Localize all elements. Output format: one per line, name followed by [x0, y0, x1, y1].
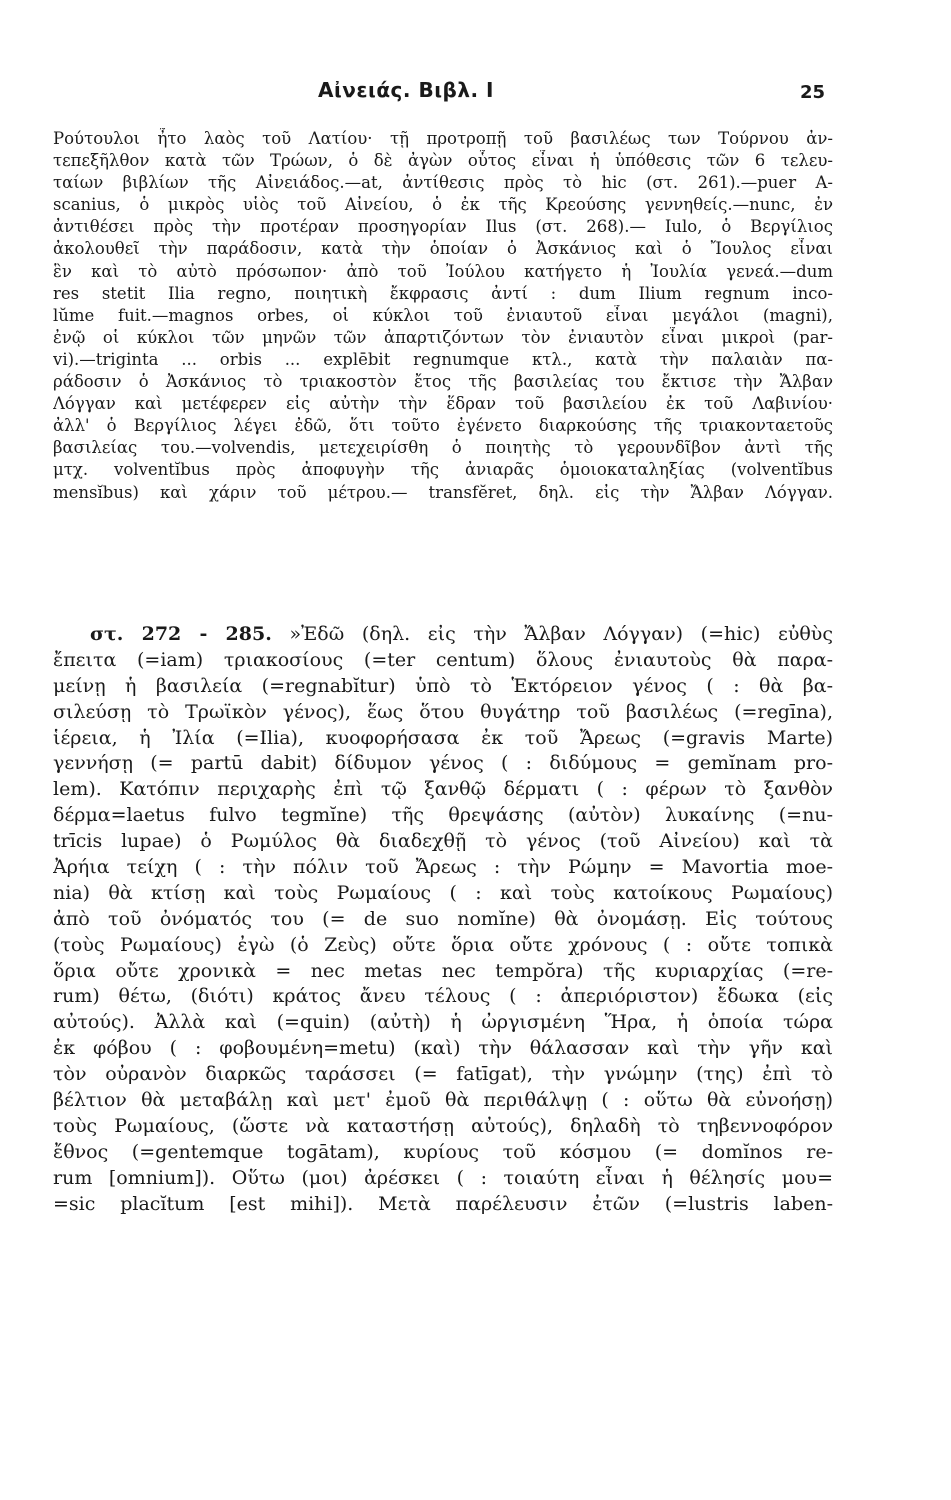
notes-block: [53, 128, 833, 504]
commentary-line: Ἀρήια τείχη ( : τὴν πόλιν τοῦ Ἄρεως : τὴν Ρώμην = Mavortia moe-: [53, 856, 833, 879]
commentary-line: γεννήσῃ (= partū dabit) δίδυμον γένος ( : διδύμους = gemĭnam pro-: [53, 752, 833, 775]
commentary-line: rum) θέτω, (διότι) κράτος ἄνευ τέλους ( : ἀπεριόριστον) ἔδωκα (εἰς: [53, 985, 833, 1008]
commentary-line: τοὺς Ρωμαίους, (ὥστε νὰ καταστήσῃ αὐτούς), δηλαδὴ τὸ τηβεννοφόρον: [53, 1114, 833, 1137]
commentary-line: =sic placĭtum [est mihi]). Μετὰ παρέλευσιν ἐτῶν (=lustris laben-: [53, 1192, 833, 1215]
notes-line: ράδοσιν ὁ Ἀσκάνιος τὸ τριακοστὸν ἔτος τῆς βασιλείας του ἔκτισε τὴν Ἄλβαν: [53, 372, 833, 392]
commentary-line: δέρμα=laetus fulvo tegmĭne) τῆς θρεψάσης (αὐτὸν) λυκαίνης (=nu-: [53, 804, 833, 827]
commentary-line: ἔπειτα (=iam) τριακοσίους (=ter centum) ὅλους ἐνιαυτοὺς θὰ παρα-: [53, 648, 833, 671]
page-number: 25: [800, 82, 826, 103]
commentary-line: lem). Κατόπιν περιχαρὴς ἐπὶ τῷ ξανθῷ δέρματι ( : φέρων τὸ ξανθὸν: [53, 778, 833, 801]
commentary-line: ἱέρεια, ἡ Ἰλία (=Ilia), κυοφορήσασα ἐκ τοῦ Ἄρεως (=gravis Marte): [53, 726, 833, 749]
notes-line: τεπεξῆλθον κατὰ τῶν Τρώων, ὁ δὲ ἀγὼν οὗτος εἶναι ἡ ὑπόθεσις τῶν 6 τελευ-: [53, 151, 833, 171]
notes-line: Λόγγαν καὶ μετέφερεν εἰς αὐτὴν τὴν ἕδραν τοῦ βασιλείου ἐκ τοῦ Λαβινίου·: [53, 394, 833, 414]
notes-line: ἀκολουθεῖ τὴν παράδοσιν, κατὰ τὴν ὁποίαν ὁ Ἀσκάνιος καὶ ὁ Ἴουλος εἶναι: [53, 239, 833, 259]
commentary-line: (τοὺς Ρωμαίους) ἐγὼ (ὁ Ζεὺς) οὔτε ὅρια οὔτε χρόνους ( : οὔτε τοπικὰ: [53, 933, 833, 956]
commentary-line: ἀπὸ τοῦ ὀνόματός του (= de suo nomĭne) θὰ ὀνομάσῃ. Εἰς τούτους: [53, 907, 833, 930]
commentary-line: τὸν οὐρανὸν διαρκῶς ταράσσει (= fatīgat), τὴν γνώμην (της) ἐπὶ τὸ: [53, 1063, 833, 1086]
verse-reference: στ. 272 - 285.: [90, 623, 272, 645]
commentary-line: αὐτούς). Ἀλλὰ καὶ (=quin) (αὐτὴ) ἡ ὠργισμένη Ἥρα, ἡ ὁποία τώρα: [53, 1011, 833, 1034]
notes-line: res stetit Ilia regno, ποιητικὴ ἔκφρασις ἀντί : dum Ilium regnum inco-: [53, 283, 833, 303]
notes-line: ἓν καὶ τὸ αὐτὸ πρόσωπον· ἀπὸ τοῦ Ἰούλου κατήγετο ἡ Ἰουλία γενεά.—dum: [53, 261, 833, 281]
commentary-block: [53, 622, 833, 1217]
commentary-line: βέλτιον θὰ μεταβάλῃ καὶ μετ' ἐμοῦ θὰ περιθάλψῃ ( : οὕτω θὰ εὐνοήσῃ): [53, 1089, 833, 1112]
notes-line: βασιλείας του.—volvendis, μετεχειρίσθη ὁ ποιητὴς τὸ γερουνδῖβον ἀντὶ τῆς: [53, 438, 833, 458]
notes-line: ἐνῷ οἱ κύκλοι τῶν μηνῶν τῶν ἀπαρτιζόντων τὸν ἐνιαυτὸν εἶναι μικροὶ (par-: [53, 327, 833, 347]
notes-line: Ρούτουλοι ἦτο λαὸς τοῦ Λατίου· τῇ προτροπῇ τοῦ βασιλέως των Τούρνου ἀν-: [53, 129, 833, 148]
commentary-line: ὅρια οὔτε χρονικὰ = nec metas nec tempŏra) τῆς κυριαρχίας (=re-: [53, 959, 833, 982]
commentary-line: nia) θὰ κτίσῃ καὶ τοὺς Ρωμαίους ( : καὶ τοὺς κατοίκους Ρωμαίους): [53, 881, 833, 904]
commentary-line: ἐκ φόβου ( : φοβουμένη=metu) (καὶ) τὴν θάλασσαν καὶ τὴν γῆν καὶ: [53, 1037, 833, 1060]
notes-line: μτχ. volventĭbus πρὸς ἀποφυγὴν τῆς ἀνιαρᾶς ὁμοιοκαταληξίας (volventĭbus: [53, 460, 833, 480]
commentary-line: rum [omnium]). Οὕτω (μοι) ἀρέσκει ( : τοιαύτη εἶναι ἡ θέλησίς μου=: [53, 1166, 833, 1189]
notes-line: ἀλλ' ὁ Βεργίλιος λέγει ἐδῶ, ὅτι τοῦτο ἐγένετο διαρκούσης τῆς τριακονταετοῦς: [53, 416, 833, 436]
notes-line: ταίων βιβλίων τῆς Αἰνειάδος.—at, ἀντίθεσις πρὸς τὸ hic (στ. 261).—puer A-: [53, 173, 833, 193]
running-title: Αἰνειάς. Βιβλ. Ι: [318, 78, 494, 102]
notes-line: scanius, ὁ μικρὸς υἱὸς τοῦ Αἰνείου, ὁ ἐκ τῆς Κρεούσης γεννηθείς.—nunc, ἐν: [53, 195, 833, 215]
commentary-line: trīcis lupae) ὁ Ρωμύλος θὰ διαδεχθῇ τὸ γένος (τοῦ Αἰνείου) καὶ τὰ: [53, 830, 833, 853]
notes-line: vi).—triginta ... orbis ... explēbit regnumque κτλ., κατὰ τὴν παλαιὰν πα-: [53, 349, 833, 369]
commentary-line: σιλεύσῃ τὸ Τρωϊκὸν γένος), ἕως ὅτου θυγάτηρ τοῦ βασιλέως (=regīna),: [53, 700, 833, 723]
commentary-line: μείνῃ ἡ βασιλεία (=regnabĭtur) ὑπὸ τὸ Ἑκτόρειον γένος ( : θὰ βα-: [53, 674, 833, 697]
notes-line: lŭme fuit.—magnos orbes, οἱ κύκλοι τοῦ ἐνιαυτοῦ εἶναι μεγάλοι (magni),: [53, 305, 833, 325]
running-header: [0, 78, 951, 106]
notes-line: ἀντιθέσει πρὸς τὴν προτέραν προσηγορίαν Ilus (στ. 268).— Iulo, ὁ Βεργίλιος: [53, 217, 833, 237]
commentary-line: ἔθνος (=gentemque togātam), κυρίους τοῦ κόσμου (= domĭnos re-: [53, 1140, 833, 1163]
notes-line: mensĭbus) καὶ χάριν τοῦ μέτρου.— transfĕret, δηλ. εἰς τὴν Ἄλβαν Λόγγαν.: [53, 482, 833, 502]
commentary-first-text: »Ἐδῶ (δηλ. εἰς τὴν Ἄλβαν Λόγγαν) (=hic) εὐθὺς: [289, 623, 833, 645]
commentary-first-line: [53, 622, 833, 648]
